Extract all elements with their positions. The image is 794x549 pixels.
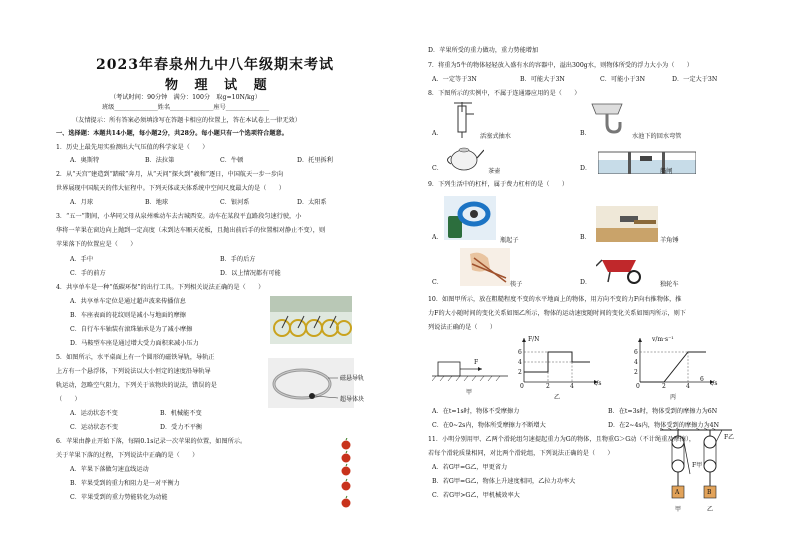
- q11-option-b: B．若G甲=G乙，物体上升速度相同，乙拉力功率大: [432, 478, 576, 485]
- force-label: F: [474, 359, 479, 366]
- q8-option-d-label: 船闸: [660, 168, 673, 175]
- q6-option-b: B．苹果受到的重力和阻力是一对平衡力: [70, 480, 180, 487]
- q8-option-d-letter: D．: [580, 165, 592, 172]
- figure-yi-label: 乙: [554, 394, 561, 401]
- q9-option-a-letter: A．: [432, 234, 443, 241]
- pulley-systems-figure: [660, 428, 735, 538]
- question-5-line-3: 轨运动，忽略空气阻力，下列关于该物块的说法，错误的是: [56, 382, 217, 389]
- question-6-line-2: 关于苹果下落的过程，下列说法中正确的是（ ）: [56, 452, 199, 459]
- q5-option-b: B．机械能不变: [160, 410, 202, 417]
- section-1-heading: 一、选择题：本题共14小题，每小题2分，共28分。每小题只有一个选项符合题意。: [56, 130, 288, 137]
- q10-option-b: B．在t=3s时，物体受到的摩擦力为6N: [608, 408, 718, 415]
- q5-option-a: A．运动状态不变: [70, 410, 118, 417]
- graph-f-tick-t2: 2: [546, 383, 550, 390]
- track-label: 磁悬导轨: [340, 375, 365, 382]
- q5-option-c: C．运动状态不变: [70, 424, 119, 431]
- graph-v-tick-t6: 6: [700, 376, 704, 383]
- shared-bikes-image: [270, 296, 352, 344]
- exam-title: 2023年春泉州九中八年级期末考试: [96, 57, 334, 73]
- graph-v-t-label: t/s: [710, 380, 718, 387]
- q9-option-d-label: 独轮车: [660, 281, 679, 288]
- graph-f-tick-6: 6: [518, 349, 522, 356]
- ship-lock-image: [598, 148, 696, 174]
- figure-jia-label: 甲: [466, 389, 473, 396]
- q1-option-d: D．托里拆利: [297, 157, 333, 164]
- q1-option-b: B．法拉第: [145, 157, 175, 164]
- q2-option-a: A．月球: [70, 199, 94, 206]
- q7-option-b: B．可能大于3N: [520, 76, 565, 83]
- block-label: 超导体块: [340, 396, 365, 403]
- question-2-line-1: 2．从“天宫”建造到“踏破”奔月，从“天问”探火到“羲和”逐日，中国航天一步一步向: [56, 171, 284, 178]
- graph-f-axis-label: F/N: [528, 336, 540, 343]
- q9-option-c-label: 筷子: [510, 281, 523, 288]
- q3-option-b: B．手的后方: [220, 256, 256, 263]
- q4-option-b: B．车座表面的花纹则是减小与地面的摩擦: [70, 312, 186, 319]
- q4-option-a: A．共享单车定位是通过超声波来传播信息: [70, 298, 186, 305]
- graph-f-tick-4: 4: [518, 359, 522, 366]
- notice: （友情提示：所有答案必须填涂写在答题卡相应的位置上，答在本试卷上一律无效）: [72, 117, 301, 124]
- q7-option-c: C．可能小于3N: [600, 76, 646, 83]
- graph-v-tick-2: 2: [634, 369, 638, 376]
- graph-v-tick-0: 0: [636, 383, 640, 390]
- graph-v-tick-6: 6: [634, 349, 638, 356]
- question-2-line-2: 世界展现中国航天的伟大征程中。下列天体或天体系统中空间尺度最大的是（ ）: [56, 185, 285, 192]
- q4-option-d: D．马鞍型车座是通过增大受力面积来减小压力: [70, 340, 199, 347]
- graph-f-t-label: t/s: [594, 380, 602, 387]
- question-11-line-2: 若每个滑轮质量相同，对比两个滑轮组，下列说法正确的是（ ）: [428, 450, 614, 457]
- q9-option-c-letter: C．: [432, 279, 443, 286]
- question-6-line-1: 6．苹果由静止开始下落，每隔0.1s记录一次苹果的位置，如图所示。: [56, 438, 247, 445]
- pulley-yi-label: 乙: [707, 506, 714, 513]
- q2-option-b: B．地球: [145, 199, 169, 206]
- figure-bing-label: 丙: [670, 394, 677, 401]
- q9-option-b-letter: B．: [580, 234, 591, 241]
- question-3-line-1: 3．“五一”期间，小华同父母从泉州乘动车去古城西安。动车在某段平直路段匀速行驶，小: [56, 213, 302, 220]
- q11-option-c: C．若G甲>G乙，甲机械效率大: [432, 492, 520, 499]
- q3-option-c: C．手的前方: [70, 270, 106, 277]
- question-5-line-4: （ ）: [56, 396, 81, 403]
- pulley-force-jia: F甲: [692, 462, 703, 469]
- graph-f-tick-2: 2: [518, 369, 522, 376]
- question-9: 9．下列生活中的杠杆，属于费力杠杆的是（ ）: [428, 181, 569, 188]
- question-3-line-3: 苹果落下的位置应是（ ）: [56, 241, 137, 248]
- question-8: 8．下图所示的实例中，不属于连通器应用的是（ ）: [428, 90, 581, 97]
- q4-option-c: C．自行车车轴装有滚珠轴承是为了减小摩擦: [70, 326, 193, 333]
- graph-f-tick-t4: 4: [570, 383, 574, 390]
- block-a-label: A: [675, 489, 680, 496]
- exam-info: （考试时间：90分钟 满分：100分 取g=10N/kg）: [110, 94, 261, 101]
- q9-option-b-label: 羊角锤: [660, 237, 679, 244]
- q8-option-a-letter: A．: [432, 130, 443, 137]
- q8-option-b-label: 水池下的回水弯管: [632, 133, 682, 140]
- bottle-opener-image: [444, 196, 496, 240]
- q7-option-d: D．一定大于3N: [672, 76, 718, 83]
- q11-option-a: A．若G甲=G乙，甲更省力: [432, 464, 508, 471]
- q1-option-a: A．奥斯特: [70, 157, 100, 164]
- question-4: 4．共享单车是一种“低碳环保”的出行工具。下列相关说法正确的是（ ）: [56, 284, 265, 291]
- q6-option-d: D．苹果所受的重力做功，重力势能增加: [428, 47, 539, 54]
- question-10-line-2: 力F的大小随时间的变化关系如图乙所示，物体的运动速度随时间的变化关系如图丙所示，则下: [428, 310, 686, 317]
- q10-option-a: A．在t=1s时，物体不受摩擦力: [432, 408, 520, 415]
- q8-option-c-letter: C．: [432, 165, 443, 172]
- question-3-line-2: 华将一苹果在窗边向上抛到一定高度（未到达车厢天花板，且抛出前后手的位置相对静止不变），则: [56, 227, 326, 234]
- q8-option-a-label: 活塞式抽水: [480, 133, 511, 140]
- block-push-figure: [432, 356, 508, 386]
- graph-v-tick-t2: 2: [662, 383, 666, 390]
- student-info-line: 班级______________姓名______________座号______________: [102, 104, 270, 111]
- teapot-image: [444, 142, 484, 172]
- sink-trap-image: [590, 100, 624, 138]
- question-1: 1．历史上最先用实验测出大气压值的科学家是（ ）: [56, 144, 209, 151]
- pulley-jia-label: 甲: [675, 506, 682, 513]
- block-b-label: B: [707, 489, 712, 496]
- q1-option-c: C．牛顿: [220, 157, 244, 164]
- graph-v-tick-t4: 4: [686, 383, 690, 390]
- q7-option-a: A．一定等于3N: [432, 76, 477, 83]
- falling-apple-figure: [338, 438, 354, 512]
- q6-option-a: A．苹果下落做匀速直线运动: [70, 466, 149, 473]
- question-10-line-1: 10．如图甲所示，放在粗糙程度不变的水平地面上的物体，用方向不变的力F向右推物体，推: [428, 296, 682, 303]
- q10-option-c: C．在0~2s内，物体所受摩擦力不断增大: [432, 422, 546, 429]
- question-5-line-2: 上方有一个悬浮体，下列说法以大小恒定的速度沿导轨导: [56, 368, 211, 375]
- q5-option-d: D．受力不平衡: [160, 424, 203, 431]
- q2-option-c: C．银河系: [220, 199, 250, 206]
- claw-hammer-image: [596, 206, 658, 242]
- piston-pump-image: [448, 100, 478, 138]
- q3-option-a: A．手中: [70, 256, 94, 263]
- exam-subtitle: 物 理 试 题: [165, 78, 273, 93]
- q6-option-c: C．苹果受到的重力势能转化为动能: [70, 494, 168, 501]
- q3-option-d: D．以上情况都有可能: [220, 270, 281, 277]
- q9-option-a-label: 瓶起子: [500, 237, 519, 244]
- question-10-line-3: 列说法正确的是（ ）: [428, 324, 497, 331]
- q9-option-d-letter: D．: [580, 279, 592, 286]
- question-5-line-1: 5．如图所示，水平桌面上有一个圆形的磁铁导轨，导轨正: [56, 354, 215, 361]
- chopsticks-image: [460, 248, 510, 286]
- graph-f-tick-0: 0: [520, 383, 524, 390]
- q8-option-b-letter: B．: [580, 130, 591, 137]
- wheelbarrow-image: [596, 252, 650, 284]
- force-time-graph: [512, 334, 602, 390]
- q8-option-c-label: 茶壶: [488, 168, 501, 175]
- graph-v-tick-4: 4: [634, 359, 638, 366]
- question-11-line-1: 11．小明分别用甲、乙两个滑轮组匀速提起重力为G的物体，且物重G＞G动（不计绳重及摩擦），: [428, 436, 696, 443]
- q10-option-d: D．在2~4s内，物体受到的摩擦力为4N: [608, 422, 719, 429]
- q2-option-d: D．太阳系: [297, 199, 327, 206]
- question-7: 7．将重为5牛的物体轻轻放入盛有水的容器中，溢出300g水，则物体所受的浮力大小为（ ）: [428, 62, 693, 69]
- pulley-force-yi: F乙: [724, 434, 735, 441]
- graph-v-axis-label: v/m·s⁻¹: [652, 336, 674, 343]
